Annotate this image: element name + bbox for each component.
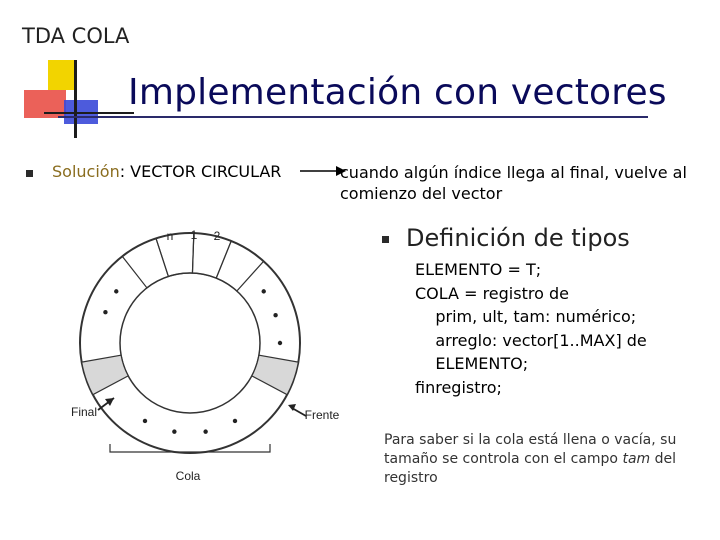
title-underline — [58, 116, 648, 118]
inner-ring — [120, 273, 260, 413]
element-dot — [203, 429, 207, 433]
element-dot — [143, 419, 147, 423]
type-definition-code: ELEMENTO = T; COLA = registro de prim, ult, tam: numérico; arreglo: vector[1..MAX] de ELEMENTO; finregistro; — [415, 260, 647, 397]
final-label: Final — [70, 405, 98, 419]
frente-label: Frente — [304, 408, 340, 422]
solution-description: cuando algún índice llega al final, vuelve al comienzo del vector — [340, 163, 687, 203]
cola-bracket — [110, 444, 270, 452]
element-dot — [172, 429, 176, 433]
solution-word: Solución — [52, 162, 120, 181]
vector-cell — [122, 238, 168, 287]
final-cell — [82, 355, 129, 394]
solution-rest: : VECTOR CIRCULAR — [119, 162, 282, 181]
cola-label: Cola — [175, 469, 201, 483]
vector-cell — [156, 233, 194, 276]
index-label-n: n — [166, 229, 174, 243]
square-bullet-icon — [382, 236, 389, 243]
note-text: Para saber si la cola está llena o vacía, su tamaño se controla con el campo — [384, 432, 677, 467]
types-heading: Definición de tipos — [406, 224, 630, 252]
vector-cell — [216, 241, 263, 291]
corner-title: TDA COLA — [22, 24, 130, 48]
square-bullet-icon — [26, 170, 33, 177]
size-note — [384, 431, 684, 488]
index-label-2: 2 — [213, 229, 221, 243]
element-dot — [278, 341, 282, 345]
outer-ring — [80, 233, 300, 453]
element-dot — [103, 310, 107, 314]
element-dot — [233, 419, 237, 423]
solution-line — [52, 162, 281, 181]
note-em: tam — [622, 451, 651, 467]
circular-vector-diagram — [60, 218, 360, 490]
note-text-end: del registro — [384, 451, 677, 486]
element-dot — [262, 289, 266, 293]
element-dot — [114, 289, 118, 293]
slide-title: Implementación con vectores — [128, 72, 667, 113]
color-blocks-logo — [24, 60, 134, 140]
frente-cell — [252, 355, 299, 394]
element-dot — [273, 313, 277, 317]
index-label-1: 1 — [190, 228, 198, 242]
